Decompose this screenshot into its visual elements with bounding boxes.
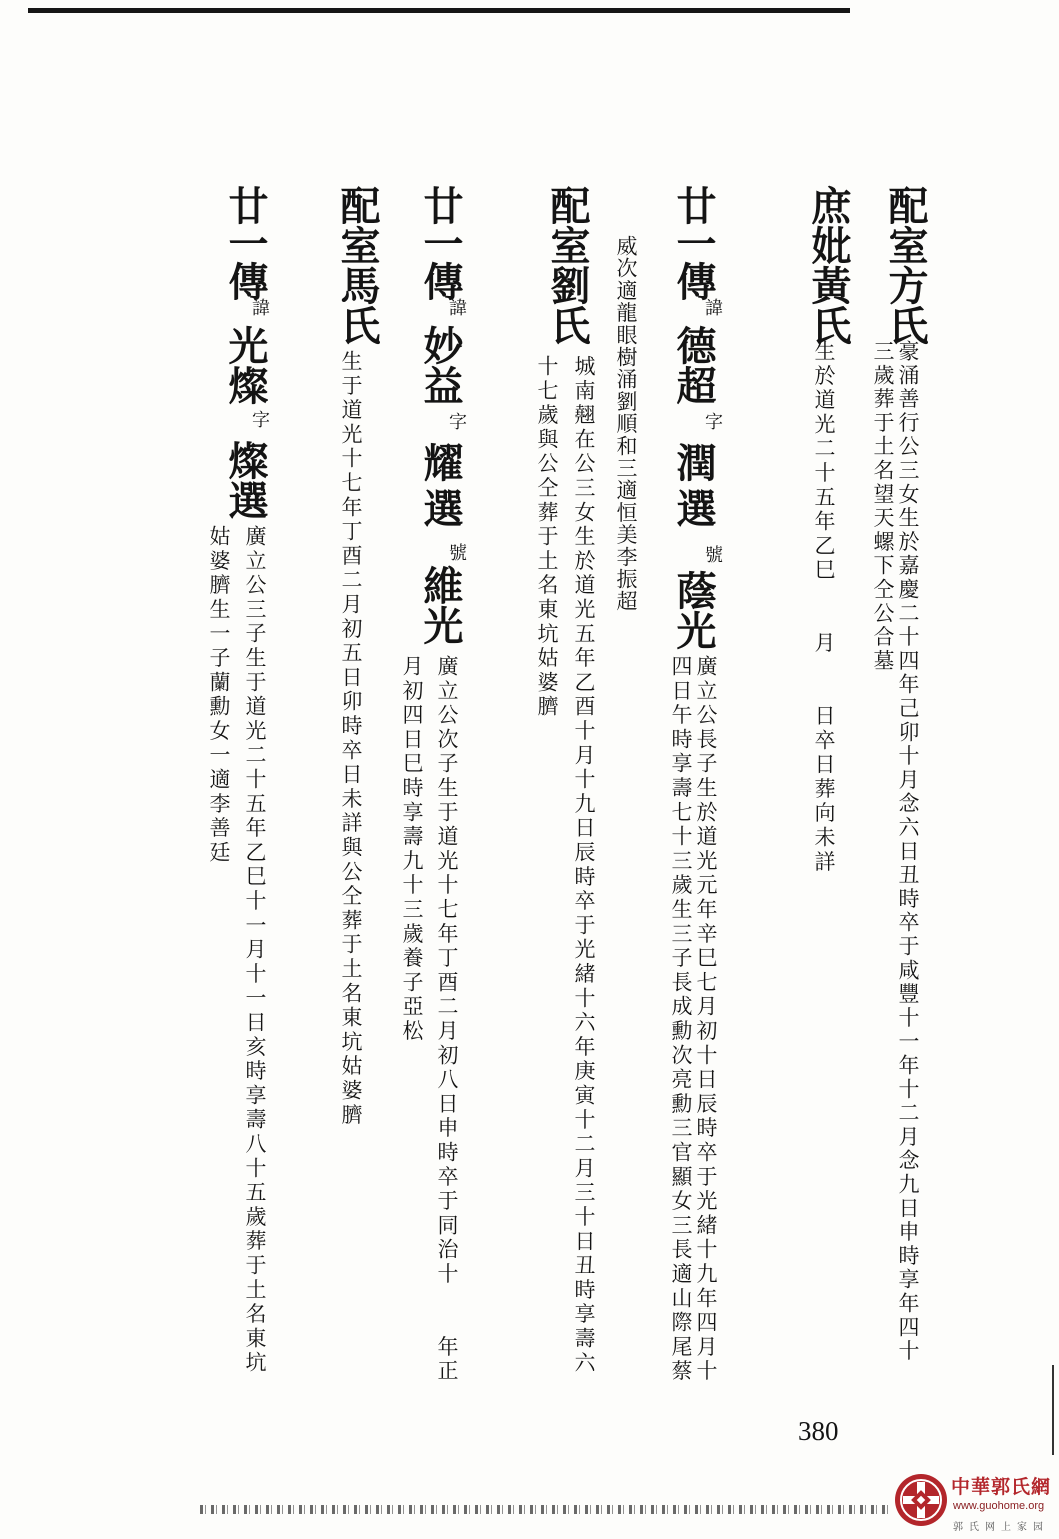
entry-note: 生於道光二十五年乙巳 月 日卒日葬向未詳 [812, 340, 836, 875]
generation-label: 廿一傳 [417, 185, 464, 299]
entry-note-left: 姑婆臍生一子蘭勳女一適李善廷 [207, 525, 231, 866]
entry-note-right: 城南翹在公三女生於道光五年乙酉十月十九日辰時卒于光緒十六年庚寅十二月三十日丑時享壽六 [572, 355, 596, 1376]
generation-label: 廿一傳 [670, 185, 717, 299]
alias-label: 號 [702, 545, 723, 563]
taboo-name: 妙益 [417, 325, 464, 405]
courtesy-name: 潤選 [670, 442, 717, 534]
watermark-subtitle: 郭氏网上家园 [953, 1522, 1049, 1533]
alias-label: 號 [446, 543, 467, 561]
page-number: 380 [798, 1416, 839, 1446]
courtesy-name-label: 字 [249, 410, 270, 428]
alias-name: 維光 [417, 565, 464, 645]
entry-note-left: 月初四日巳時享壽九十三歲養子亞松 [400, 655, 424, 1044]
entry-note-right: 豪涌善行公三女生於嘉慶二十四年己卯十月念六日丑時卒于咸豐十一年十二月念九日申時享年四十 [896, 340, 920, 1364]
entry-note-right: 廣立公三子生于道光二十五年乙巳十一月十一日亥時享壽八十五歲葬于土名東坑 [243, 525, 267, 1376]
courtesy-name: 耀選 [417, 442, 464, 534]
watermark-title: 中華郭氏網 [951, 1476, 1052, 1498]
scan-noise-band [200, 1505, 890, 1514]
entry-heading: 配室劉氏 [544, 185, 591, 345]
generation-label: 廿一傳 [222, 185, 269, 299]
alias-name: 蔭光 [670, 570, 717, 650]
entry-note-left: 三歲葬于土名望天螺下仝公合墓 [871, 340, 895, 674]
entry-note-right: 廣立公次子生于道光十七年丁酉二月初八日申時卒于同治十 年正 [435, 655, 459, 1384]
courtesy-name-label: 字 [702, 412, 723, 430]
entry-note-left: 十七歲與公仝葬于土名東坑姑婆臍 [535, 355, 559, 720]
entry-note-left: 四日午時享壽七十三歲生三子長成勳次亮勳三官顯女三長適山際尾蔡 [669, 655, 693, 1384]
entry-heading: 配室馬氏 [334, 185, 381, 345]
courtesy-name: 燦選 [222, 440, 269, 520]
taboo-name: 德超 [670, 325, 717, 405]
top-border-rule [28, 8, 850, 13]
taboo-name-label: 諱 [446, 298, 467, 316]
taboo-name-label: 諱 [702, 298, 723, 316]
courtesy-name-label: 字 [446, 412, 467, 430]
entry-note-continued: 威次適龍眼樹涌劉順和三適恒美李振超 [614, 235, 638, 613]
taboo-name-label: 諱 [249, 298, 270, 316]
entry-heading: 配室方氏 [882, 185, 929, 345]
entry-heading: 庶妣黃氏 [805, 185, 852, 345]
entry-note-right: 廣立公長子生於道光元年辛巳七月初十日辰時卒于光緒十九年四月十 [694, 655, 718, 1384]
guo-clan-emblem-icon [893, 1470, 949, 1530]
taboo-name: 光燦 [222, 325, 269, 405]
scan-edge-mark [1052, 1365, 1054, 1455]
entry-note: 生于道光十七年丁酉二月初五日卯時卒日未詳與公仝葬于土名東坑姑婆臍 [339, 350, 363, 1128]
watermark-url: www.guohome.org [953, 1500, 1045, 1512]
